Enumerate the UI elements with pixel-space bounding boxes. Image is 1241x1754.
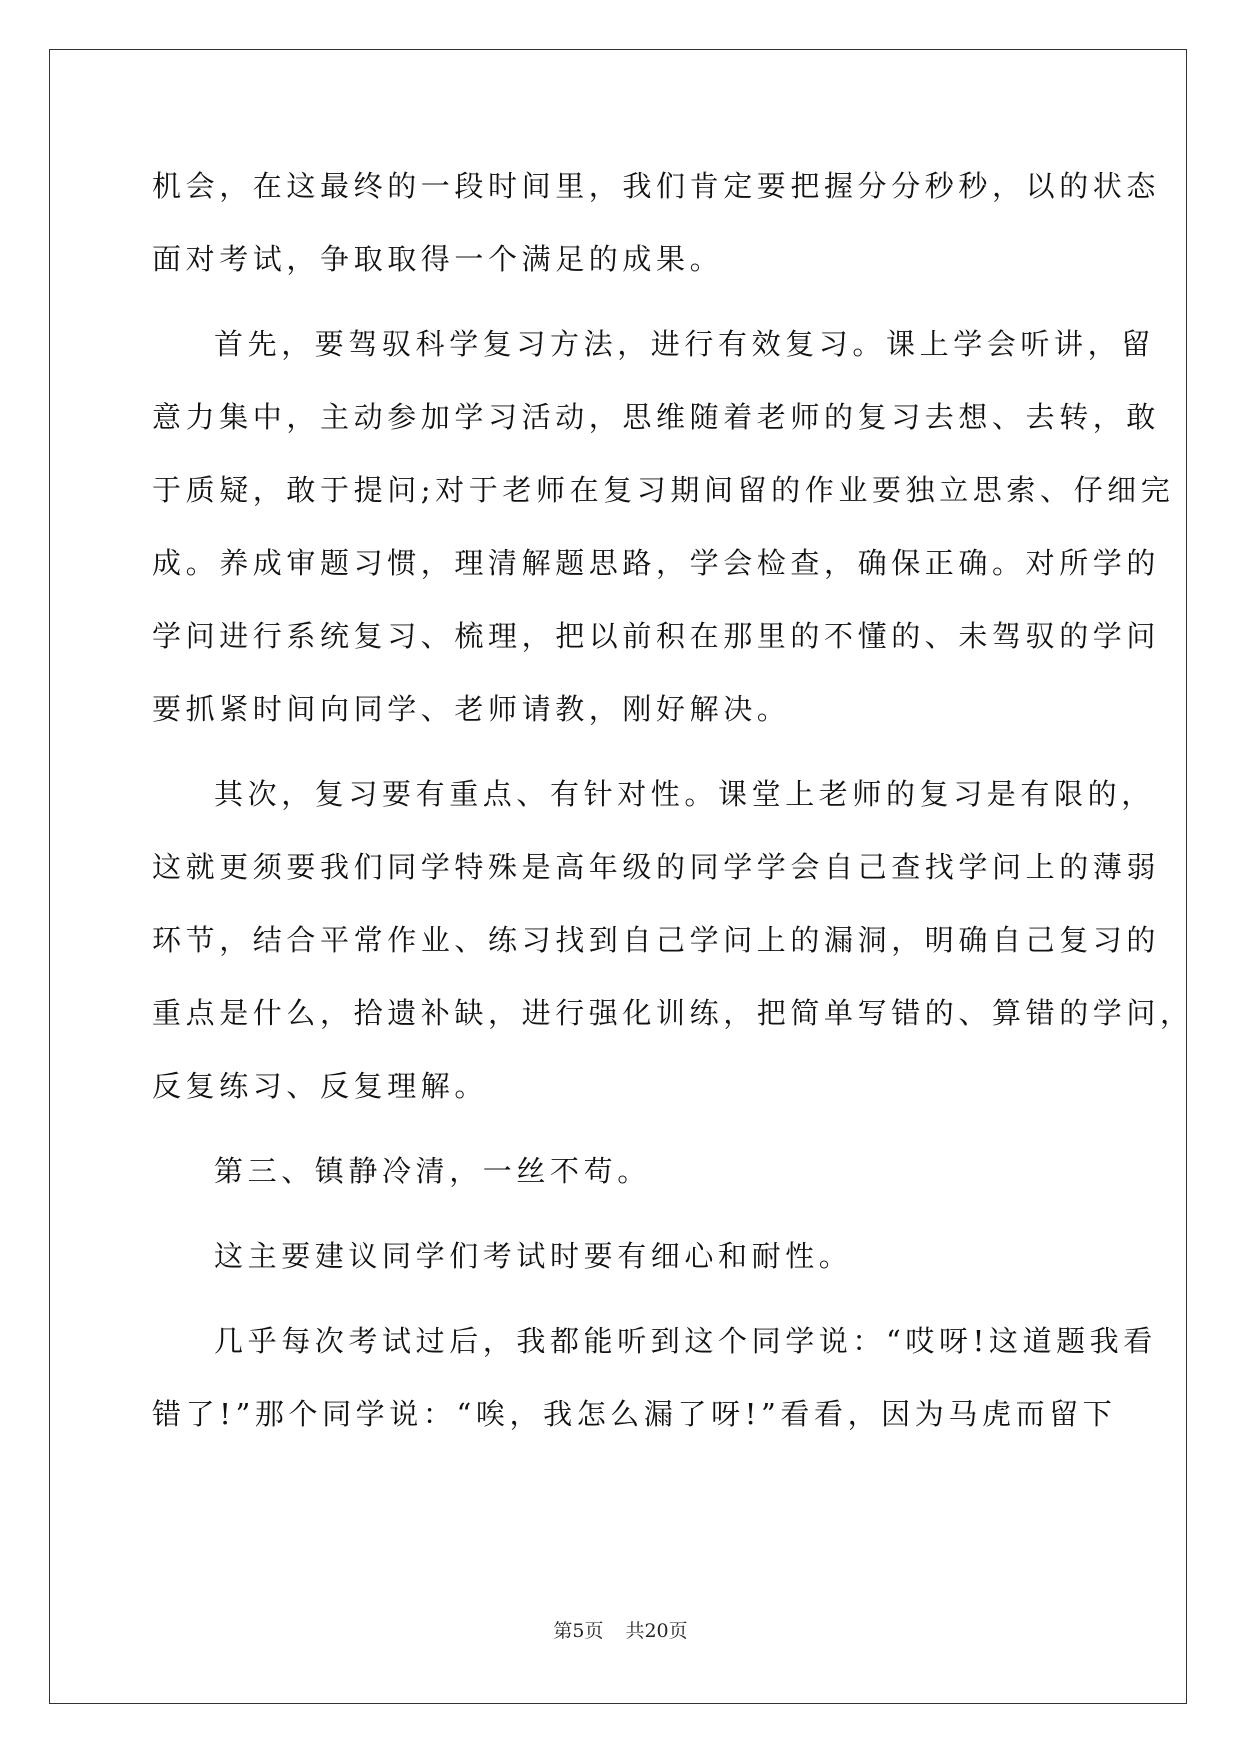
text-line: 这就更须要我们同学特殊是高年级的同学学会自己查找学问上的薄弱 <box>152 850 1161 884</box>
paragraph-start-line: 这主要建议同学们考试时要有细心和耐性。 <box>214 1239 853 1273</box>
paragraph-start-line: 第三、镇静冷清，一丝不苟。 <box>214 1154 651 1188</box>
text-line: 机会，在这最终的一段时间里，我们肯定要把握分分秒秒，以的状态 <box>152 169 1161 203</box>
text-line: 学问进行系统复习、梳理，把以前积在那里的不懂的、未驾驭的学问 <box>152 619 1161 653</box>
text-line: 要抓紧时间向同学、老师请教，刚好解决。 <box>152 692 791 726</box>
text-line: 重点是什么，拾遗补缺，进行强化训练，把简单写错的、算错的学问， <box>152 996 1194 1030</box>
text-line: 反复练习、反复理解。 <box>152 1069 489 1103</box>
text-line: 成。养成审题习惯，理清解题思路，学会检查，确保正确。对所学的 <box>152 546 1161 580</box>
text-line: 错了!”那个同学说：“唉，我怎么漏了呀!”看看，因为马虎而留下 <box>152 1397 1117 1431</box>
page-total: 共20页 <box>625 1620 688 1642</box>
page-footer <box>0 1616 1241 1643</box>
paragraph-start-line: 首先，要驾驭科学复习方法，进行有效复习。课上学会听讲，留 <box>214 327 1155 361</box>
paragraph-start-line: 其次，复习要有重点、有针对性。课堂上老师的复习是有限的， <box>214 777 1155 811</box>
text-line: 于质疑，敢于提问;对于老师在复习期间留的作业要独立思索、仔细完 <box>152 473 1175 507</box>
text-line: 意力集中，主动参加学习活动，思维随着老师的复习去想、去转，敢 <box>152 400 1161 434</box>
text-line: 环节，结合平常作业、练习找到自己学问上的漏洞，明确自己复习的 <box>152 923 1161 957</box>
page-number: 第5页 <box>553 1620 604 1642</box>
paragraph-start-line: 几乎每次考试过后，我都能听到这个同学说：“哎呀!这道题我看 <box>214 1324 1157 1358</box>
text-line: 面对考试，争取取得一个满足的成果。 <box>152 242 724 276</box>
